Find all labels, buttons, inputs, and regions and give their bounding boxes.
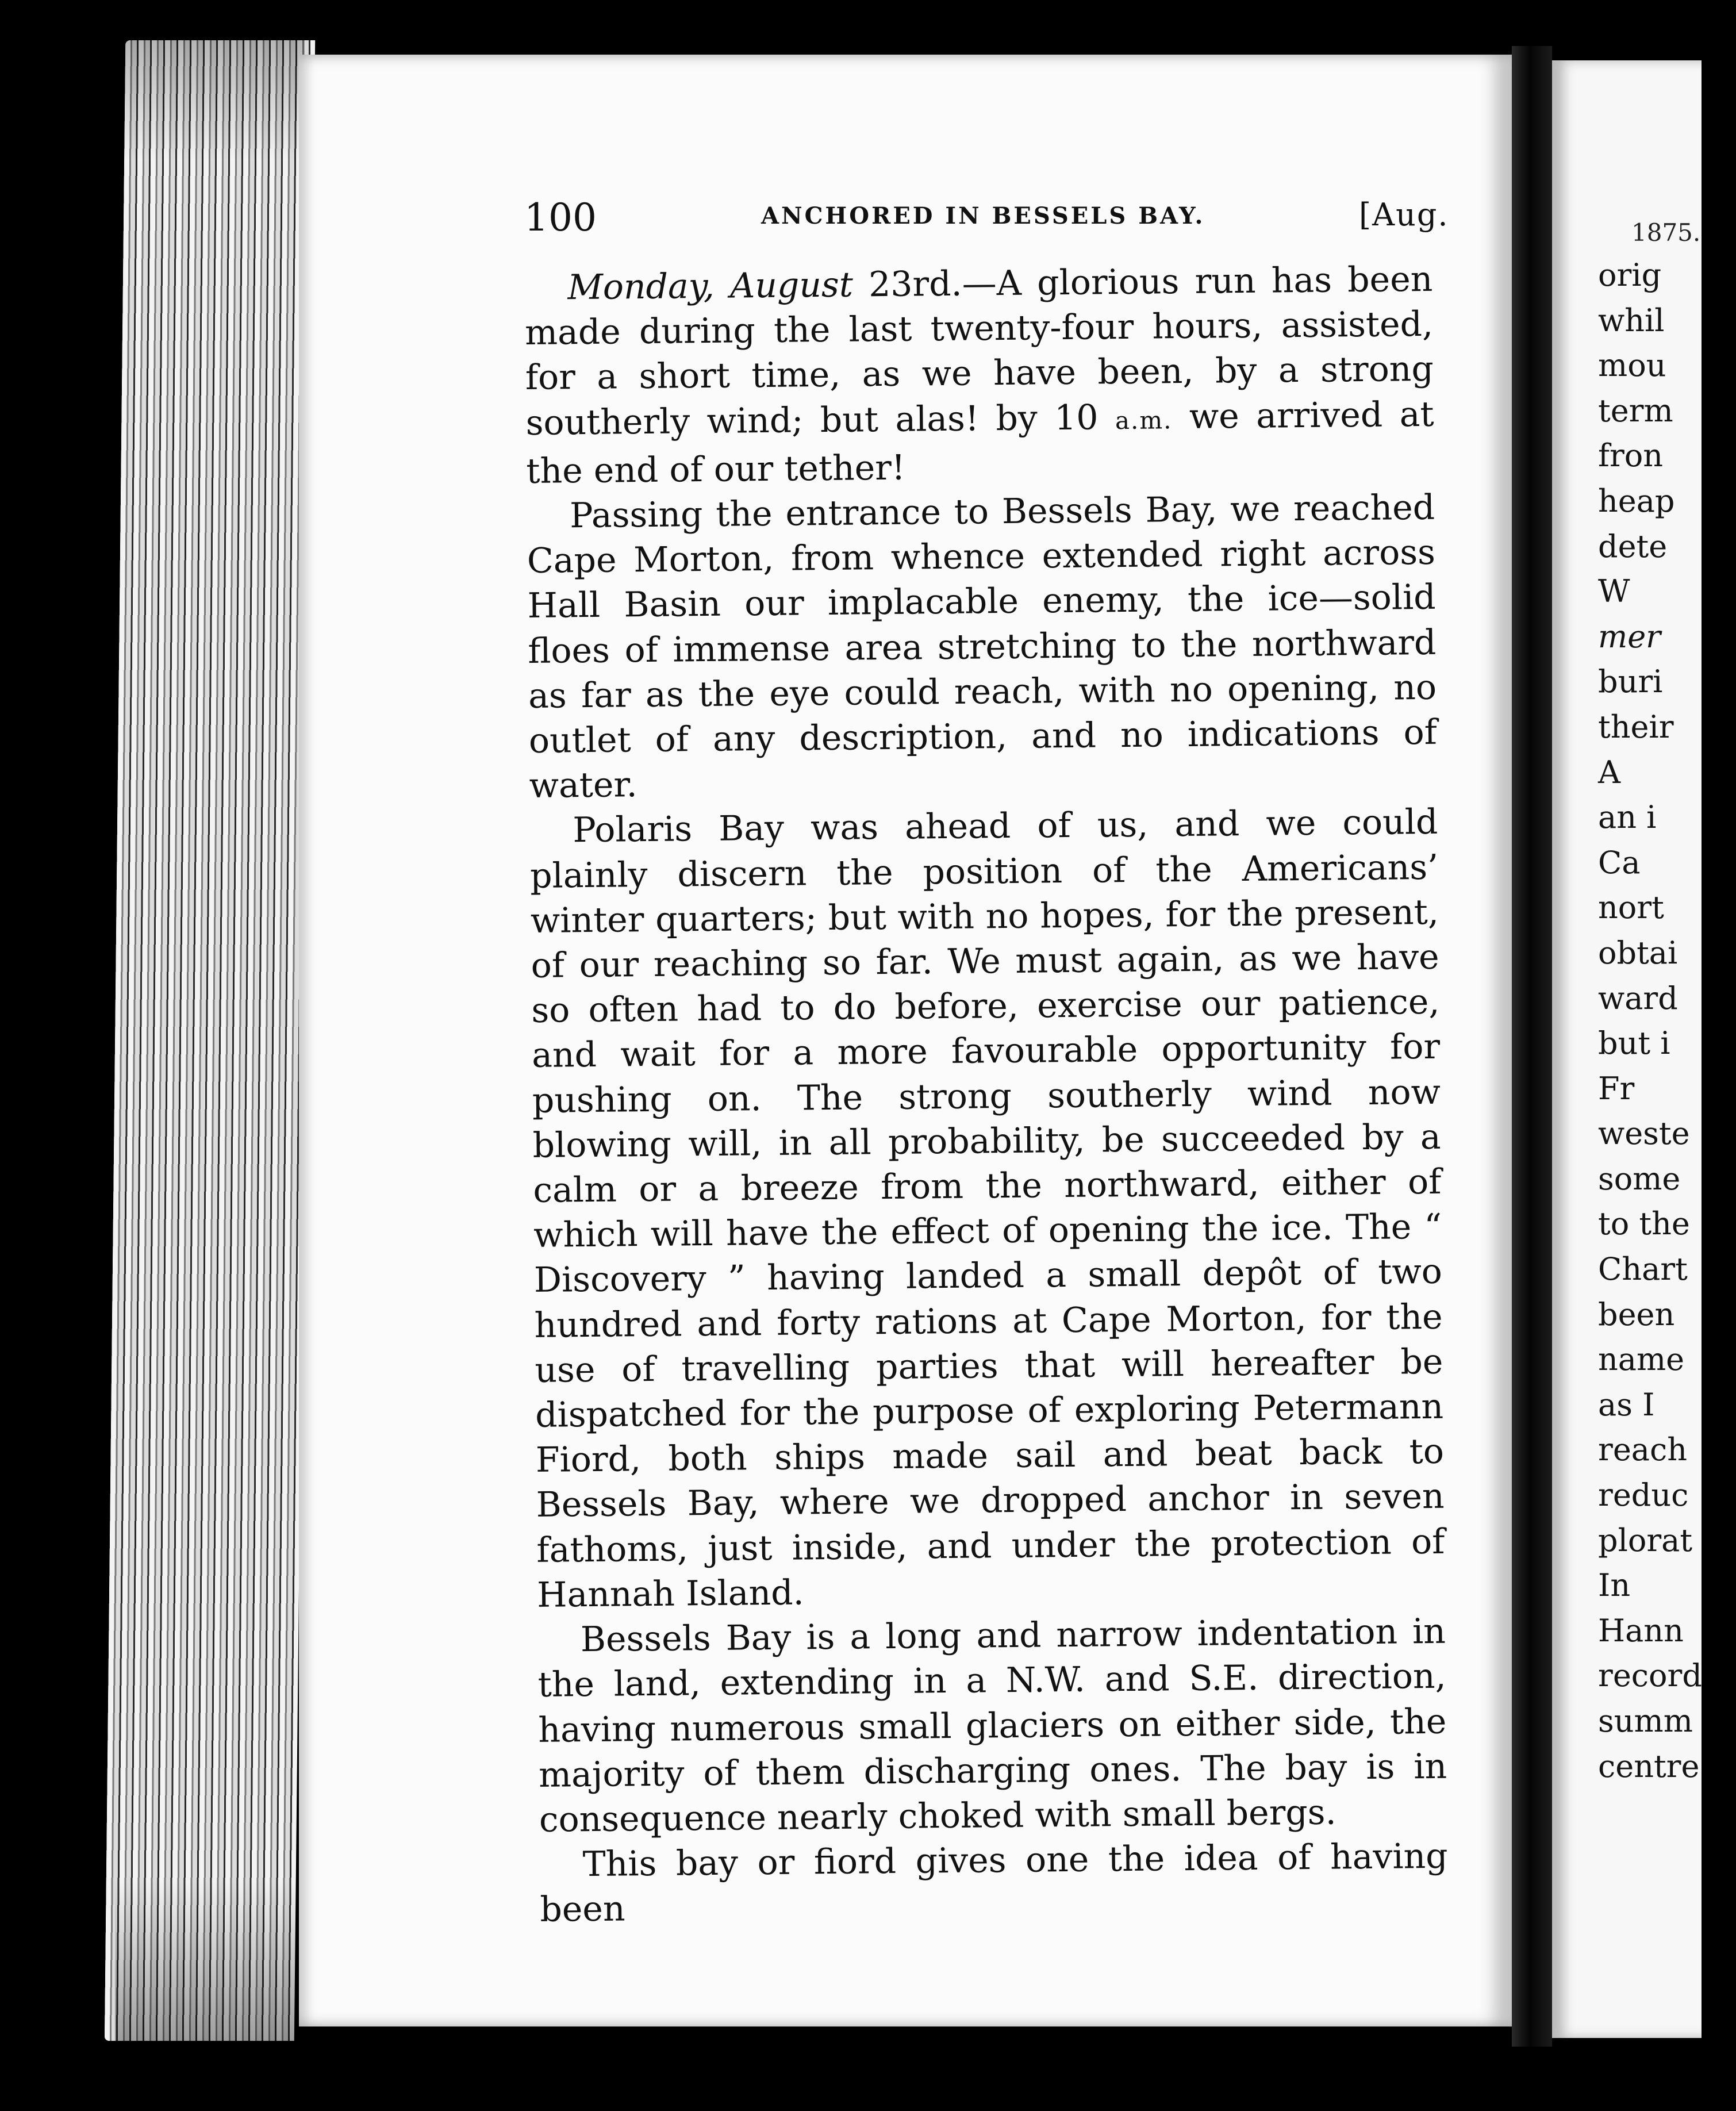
running-title: ANCHORED IN BESSELS BAY.	[761, 202, 1205, 229]
date-number: 23rd.	[852, 263, 962, 305]
right-page-line: buri	[1598, 663, 1663, 700]
page-edges-shadow	[115, 40, 305, 2041]
paragraph-1-text: —A glorious run has been made during the last twenty-four hours, assisted, for a short time, as we have been, by a strong southerly wind; but alas! by 10	[524, 259, 1434, 443]
right-page-line: obtai	[1598, 934, 1678, 971]
right-page-line: In	[1598, 1567, 1631, 1604]
right-page-line: some	[1598, 1160, 1681, 1197]
right-page-line: reach	[1598, 1431, 1687, 1468]
page-number: 100	[524, 195, 597, 240]
right-page-line: Fr	[1598, 1070, 1635, 1107]
right-page-line: as I	[1598, 1386, 1655, 1423]
right-page-line: nort	[1598, 889, 1664, 926]
date-italic: Monday, August	[567, 264, 854, 308]
right-page-line: A	[1598, 754, 1620, 790]
book-gutter	[1512, 46, 1552, 2047]
paragraph-4: Bessels Bay is a long and narrow indentation in the land, extending in a N.W. and S.E. direction, having numerous small glaciers on either side, the majority of them discharging ones. The bay is in consequence nearly choked with small bergs.	[537, 1611, 1447, 1840]
time-abbrev: a.m.	[1115, 405, 1173, 435]
right-page-line: weste	[1598, 1115, 1690, 1152]
right-page-line: fron	[1598, 437, 1664, 474]
right-page-line: term	[1598, 392, 1673, 429]
right-page-line: mou	[1598, 347, 1666, 384]
running-date: [Aug.	[1359, 197, 1449, 233]
right-page-header: 1875.	[1631, 218, 1701, 247]
right-page-line: ward	[1598, 980, 1678, 1016]
page-body	[524, 257, 1449, 1933]
right-page-line: plorat	[1598, 1522, 1693, 1559]
right-page-line: been	[1598, 1296, 1675, 1333]
right-page-line: heap	[1598, 482, 1675, 519]
right-page-line: name	[1598, 1341, 1685, 1378]
paragraph-1-text-after: we arrived at the end of our tether!	[526, 394, 1434, 492]
right-page-line: summ	[1598, 1703, 1693, 1739]
right-page-line: orig	[1598, 257, 1662, 293]
right-page-line: an i	[1598, 799, 1657, 836]
right-page-line: whil	[1598, 302, 1665, 339]
right-page-line: their	[1598, 708, 1674, 745]
right-page-line: dete	[1598, 528, 1668, 565]
right-page-line: to the	[1598, 1206, 1690, 1242]
right-page-line: record	[1598, 1657, 1702, 1694]
right-page-line: Ca	[1598, 844, 1641, 881]
right-page-line: mer	[1598, 618, 1661, 655]
right-page-text-fragments	[1598, 253, 1736, 1789]
right-page-line: reduc	[1598, 1477, 1689, 1514]
paragraph-1	[524, 257, 1435, 494]
paragraph-3: Polaris Bay was ahead of us, and we could plainly discern the position of the Americans’ winter quarters; but with no hopes, for the present, of our reaching so far. We must again, as we have so often had to do before, exercise our patience, and wait for a more favourable opportunity for pushing on. The strong southerly wind now blowing will, in all probability, be succeeded by a calm or a breeze from the northward, either of which will have the effect of opening the ice. The “ Discovery ” having landed a small depôt of two hundred and forty rations at Cape Morton, for the use of travelling parties that will hereafter be dispatched for the purpose of exploring Petermann Fiord, both ships made sail and beat back to Bessels Bay, where we dropped anchor in seven fathoms, just inside, and under the protection of Hannah Island.	[529, 802, 1445, 1615]
right-page-line: but i	[1598, 1025, 1670, 1062]
right-page-line: Hann	[1598, 1612, 1684, 1649]
paragraph-2: Passing the entrance to Bessels Bay, we reached Cape Morton, from whence extended right across Hall Basin our implacable enemy, the ice—solid floes of immense area stretching to the northward as far as the eye could reach, with no opening, no outlet of any description, and no indications of water.	[527, 487, 1438, 807]
right-page-line: W	[1598, 573, 1630, 610]
right-page-line: Chart	[1598, 1251, 1688, 1288]
right-page-line: centre	[1598, 1748, 1700, 1784]
page-header	[524, 195, 1449, 247]
paragraph-5: This bay or fiord gives one the idea of having been	[540, 1836, 1448, 1930]
